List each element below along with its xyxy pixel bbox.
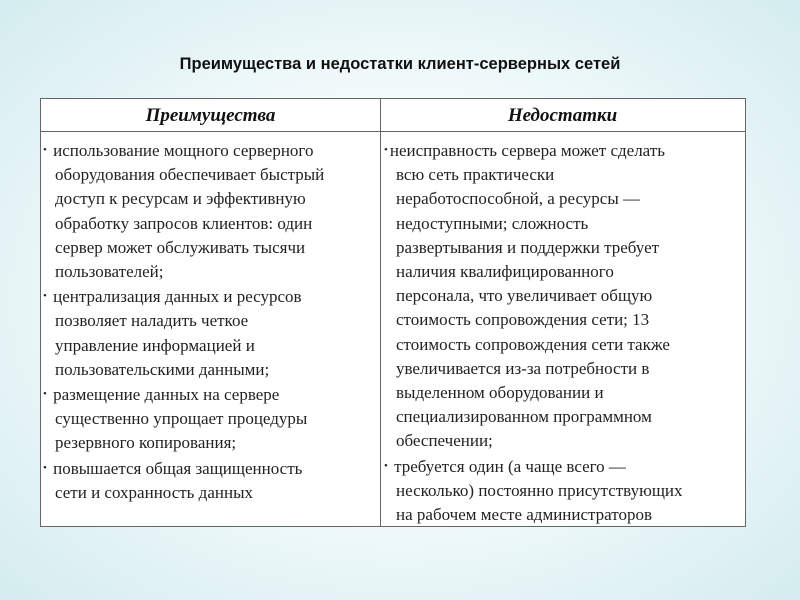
line-text: резервного копирования; xyxy=(55,433,237,453)
list-item-line xyxy=(384,503,744,527)
disadvantages-column xyxy=(384,138,744,527)
line-text: повышается общая защищенность xyxy=(48,458,303,478)
list-item-line xyxy=(43,358,378,382)
line-text: стоимость сопровождения сети также xyxy=(396,334,670,354)
line-text: оборудования обеспечивает быстрый xyxy=(55,165,325,185)
list-item-line xyxy=(43,236,378,260)
list-item xyxy=(43,284,378,382)
list-item xyxy=(43,138,378,284)
list-item-line xyxy=(43,407,378,431)
list-item-line xyxy=(384,429,744,453)
comparison-table xyxy=(40,98,746,527)
bullet-icon: • xyxy=(43,144,47,156)
line-text: управление информацией и xyxy=(55,335,255,355)
list-item-line xyxy=(384,357,744,381)
list-item-line xyxy=(43,481,378,505)
line-text: наличия квалифицированного xyxy=(396,262,614,282)
advantages-column xyxy=(43,138,378,505)
list-item-line xyxy=(43,309,378,333)
slide-title: Преимущества и недостатки клиент-серверных сетей xyxy=(179,55,621,73)
list-item-line xyxy=(384,381,744,405)
list-item-line xyxy=(384,479,744,503)
list-item-line xyxy=(43,431,378,455)
list-item xyxy=(384,454,744,528)
list-item-line xyxy=(384,187,744,211)
list-item-line xyxy=(43,138,378,163)
list-item xyxy=(384,138,744,454)
line-text: обработку запросов клиентов: один xyxy=(55,213,313,233)
bullet-icon: • xyxy=(43,461,47,474)
header-advantages: Преимущества xyxy=(41,99,380,132)
bullet-icon: • xyxy=(384,144,388,156)
list-item-line xyxy=(384,333,744,357)
line-text: выделенном оборудовании и xyxy=(396,383,604,403)
line-text: использование мощного серверного xyxy=(48,141,314,160)
line-text: неисправность сервера может сделать xyxy=(389,141,665,160)
bullet-icon: • xyxy=(43,388,47,401)
line-text: стоимость сопровождения сети; 13 xyxy=(396,310,650,330)
list-item-line xyxy=(43,334,378,358)
list-item-line xyxy=(384,260,744,284)
line-text: увеличивается из-за потребности в xyxy=(396,358,650,378)
list-item-line xyxy=(384,163,744,187)
line-text: централизация данных и ресурсов xyxy=(48,287,302,307)
line-text: пользовательскими данными; xyxy=(55,359,270,379)
list-item-line xyxy=(384,454,744,479)
line-text: персонала, что увеличивает общую xyxy=(396,286,653,306)
line-text: сети и сохранность данных xyxy=(55,482,253,502)
line-text: на рабочем месте администраторов xyxy=(396,505,653,525)
line-text: обеспечении; xyxy=(396,431,493,451)
bullet-icon: • xyxy=(384,459,388,472)
list-item-line xyxy=(43,382,378,407)
line-text: существенно упрощает процедуры xyxy=(55,409,308,429)
line-text: развертывания и поддержки требует xyxy=(396,237,660,257)
list-item xyxy=(43,382,378,456)
list-item xyxy=(43,456,378,505)
list-item-line xyxy=(384,308,744,332)
list-item-line xyxy=(43,212,378,236)
list-item-line xyxy=(43,456,378,481)
list-item-line xyxy=(43,284,378,309)
line-text: недоступными; сложность xyxy=(396,213,589,233)
line-text: позволяет наладить четкое xyxy=(55,311,249,331)
line-text: размещение данных на сервере xyxy=(48,385,280,405)
line-text: доступ к ресурсам и эффективную xyxy=(55,189,306,209)
line-text: сервер может обслуживать тысячи xyxy=(55,237,306,257)
list-item-line xyxy=(43,187,378,211)
list-item-line xyxy=(384,405,744,429)
list-item-line xyxy=(384,212,744,236)
list-item-line xyxy=(43,163,378,187)
line-text: требуется один (а чаще всего — xyxy=(389,456,626,476)
line-text: специализированном программном xyxy=(396,407,652,427)
bullet-icon: • xyxy=(43,290,47,303)
list-item-line xyxy=(384,284,744,308)
column-divider xyxy=(380,99,381,526)
list-item-line xyxy=(384,138,744,163)
list-item-line xyxy=(43,260,378,284)
line-text: несколько) постоянно присутствующих xyxy=(396,480,683,500)
line-text: неработоспособной, а ресурсы — xyxy=(396,189,641,209)
line-text: всю сеть практически xyxy=(396,165,555,185)
header-disadvantages: Недостатки xyxy=(380,99,745,132)
line-text: пользователей; xyxy=(55,262,164,282)
list-item-line xyxy=(384,236,744,260)
